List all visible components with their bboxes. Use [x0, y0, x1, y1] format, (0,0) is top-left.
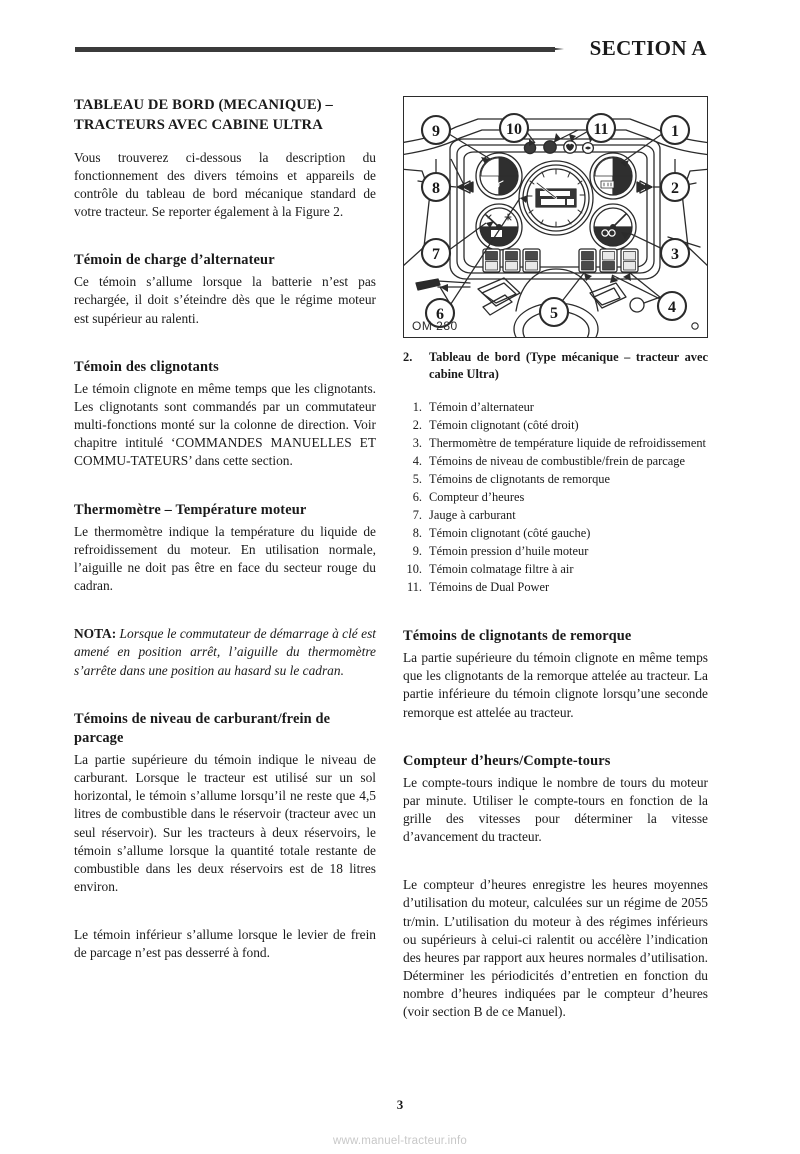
dashboard-illustration — [404, 97, 707, 337]
legend-number: 11. — [406, 580, 422, 595]
page-header — [0, 0, 800, 80]
right-column — [403, 96, 708, 1022]
svg-text:10: 10 — [506, 121, 522, 138]
figure-reference-code: OM 280 — [412, 319, 458, 333]
section-heading-alternator: Témoin de charge d’alternateur — [74, 252, 275, 269]
callout-7 — [422, 239, 450, 267]
callout-5 — [540, 298, 568, 326]
legend-text: Témoin pression d’huile moteur — [429, 544, 589, 559]
spacer — [74, 680, 376, 710]
figure-caption — [403, 349, 708, 382]
list-item — [403, 417, 708, 434]
section-body-thermometer: Le thermomètre indique la température du liquide de refroidissement du moteur. En utilisation normale, l’aiguille ne doit pas être en face du secteur rouge du cadran. — [74, 523, 376, 594]
list-item — [403, 525, 708, 542]
list-item — [403, 561, 708, 578]
figure-legend-list — [403, 399, 708, 596]
svg-text:2: 2 — [671, 180, 679, 197]
legend-text: Témoin d’alternateur — [429, 400, 534, 415]
callout-11 — [587, 114, 615, 142]
section-body-turn-signals: Le témoin clignote en même temps que les clignotants. Les clignotants sont commandés par un commutateur multi-fonctions monté sur la colonne de direction. Voir chapitre intitulé ‘COMMANDES MANUELLES ET COMMU-TATEURS’ dans cette section. — [74, 380, 376, 469]
section-heading-turn-signals: Témoin des clignotants — [74, 358, 219, 375]
list-item — [403, 435, 708, 452]
legend-number: 10. — [406, 562, 422, 577]
svg-text:11: 11 — [593, 121, 609, 138]
callout-2 — [661, 173, 689, 201]
list-item — [403, 579, 708, 596]
legend-number: 9. — [412, 544, 422, 559]
dashboard-figure — [403, 96, 708, 338]
registration-dot — [692, 323, 698, 329]
intro-paragraph: Vous trouverez ci-dessous la description du fonctionnement des divers témoins et appareils de contrôle du tableau de bord mécanique standard de votre tracteur. Se reporter également à la Figure 2. — [74, 149, 376, 220]
section-body-trailer-signals: La partie supérieure du témoin clignote en même temps que les clignotants de la remorque attelée au tracteur. La partie inférieure du témoin clignote lorsqu’une seconde remorque est attelée au tracteur. — [403, 650, 708, 720]
legend-number: 1. — [412, 400, 422, 415]
svg-text:3: 3 — [671, 246, 679, 263]
callout-9 — [422, 116, 450, 144]
legend-text: Témoins de clignotants de remorque — [429, 472, 610, 487]
callout-1 — [661, 116, 689, 144]
nota-label: NOTA: — [74, 626, 117, 642]
watermark: www.manuel-tracteur.info — [333, 1135, 467, 1147]
svg-text:8: 8 — [432, 180, 440, 197]
svg-text:6: 6 — [436, 306, 444, 323]
left-column — [74, 96, 376, 962]
spacer — [74, 328, 376, 358]
svg-text:5: 5 — [550, 305, 558, 322]
list-item — [403, 471, 708, 488]
section-heading-hour-meter-tachometer: Compteur d’heurs/Compte-tours — [403, 752, 611, 769]
list-item — [403, 453, 708, 470]
spacer — [403, 846, 708, 876]
spacer — [74, 471, 376, 501]
section-body-fuel-parking-brake: La partie supérieure du témoin indique le niveau de carburant. Lorsque le tracteur est utilisé sur un sol horizontal, le témoin s’allume lorsqu’il ne reste que 4,5 litres de combustible dans le réservoir (tracteur avec un seul réservoir). Sur les tracteurs à deux réservoirs, le témoin s’allume lorsque la quantité totale restante de combustible dans les deux réservoirs est de 18 litres environ. — [74, 751, 376, 895]
spacer — [74, 221, 376, 251]
nota-block — [74, 625, 376, 680]
legend-text: Témoins de Dual Power — [429, 580, 550, 595]
section-heading-fuel-parking-brake: Témoins de niveau de carburant/frein de parcage — [74, 710, 331, 746]
section-body-hour-meter-details: Le compteur d’heures enregistre les heures moyennes d’utilisation du moteur, calculées sur un régime de 2055 tr/min. L’utilisation du moteur à des régimes inférieurs ou supérieurs à celui-ci ralentit ou accélère l’indication des heures par rapport aux heures normales d’utilisation. Déterminer les périodicités d’entretien en fonction du nombre d’heures indiquées par le compteur d’heures (voir section B de ce Manuel). — [403, 877, 708, 1020]
legend-text: Témoin clignotant (côté droit) — [429, 418, 579, 433]
spacer — [403, 597, 708, 627]
svg-text:7: 7 — [432, 246, 440, 263]
spacer — [74, 595, 376, 625]
legend-text: Compteur d’heures — [429, 490, 525, 505]
spacer — [403, 722, 708, 752]
legend-text: Témoins de niveau de combustible/frein de parcage — [429, 454, 685, 469]
section-body-parking-brake-lamp: Le témoin inférieur s’allume lorsque le levier de frein de parcage n’est pas desserré à fond. — [74, 927, 376, 961]
legend-text: Jauge à carburant — [429, 508, 516, 523]
svg-text:1: 1 — [671, 123, 679, 140]
section-body-hour-meter-tachometer: Le compte-tours indique le nombre de tours du moteur par minute. Utiliser le compte-tours en fonction de la grille des vitesses pour déterminer la vitesse d’avancement du tracteur. — [403, 774, 708, 845]
leader-7 — [445, 223, 486, 253]
callout-4 — [658, 292, 686, 320]
legend-number: 7. — [412, 508, 422, 523]
spacer — [74, 896, 376, 926]
legend-number: 3. — [412, 436, 422, 451]
legend-number: 4. — [412, 454, 422, 469]
section-body-alternator: Ce témoin s’allume lorsque la batterie n’est pas rechargée, il doit s’éteindre dès que le régime moteur est supérieur au ralenti. — [74, 274, 376, 326]
list-item — [403, 399, 708, 416]
page-number: 3 — [396, 1097, 404, 1112]
legend-text: Témoin clignotant (côté gauche) — [429, 526, 591, 541]
list-item — [403, 489, 708, 506]
list-item — [403, 543, 708, 560]
figure-caption-number: 2. — [403, 350, 413, 364]
header-rule — [75, 47, 555, 52]
svg-text:9: 9 — [432, 123, 440, 140]
legend-number: 5. — [412, 472, 422, 487]
legend-number: 6. — [412, 490, 422, 505]
page-title: TABLEAU DE BORD (MECANIQUE) – TRACTEURS AVEC CABINE ULTRA — [74, 97, 333, 133]
svg-text:4: 4 — [668, 299, 676, 316]
legend-number: 2. — [412, 418, 422, 433]
legend-text: Témoin colmatage filtre à air — [429, 562, 574, 577]
leader-9 — [449, 134, 490, 159]
callout-3 — [661, 239, 689, 267]
legend-text: Thermomètre de température liquide de refroidissement — [429, 436, 706, 451]
section-heading-trailer-signals: Témoins de clignotants de remorque — [403, 628, 632, 645]
callout-8 — [422, 173, 450, 201]
section-heading-thermometer: Thermomètre – Température moteur — [74, 501, 307, 518]
section-label: SECTION A — [589, 36, 707, 60]
list-item — [403, 507, 708, 524]
figure-caption-text: Tableau de bord (Type mécanique – tracteur avec cabine Ultra) — [429, 350, 708, 381]
nota-body: Lorsque le commutateur de démarrage à clé est amené en position arrêt, l’aiguille du thermomètre s’arrête dans une position au hasard su le cadran. — [74, 626, 376, 678]
legend-number: 8. — [412, 526, 422, 541]
callout-10 — [500, 114, 528, 142]
